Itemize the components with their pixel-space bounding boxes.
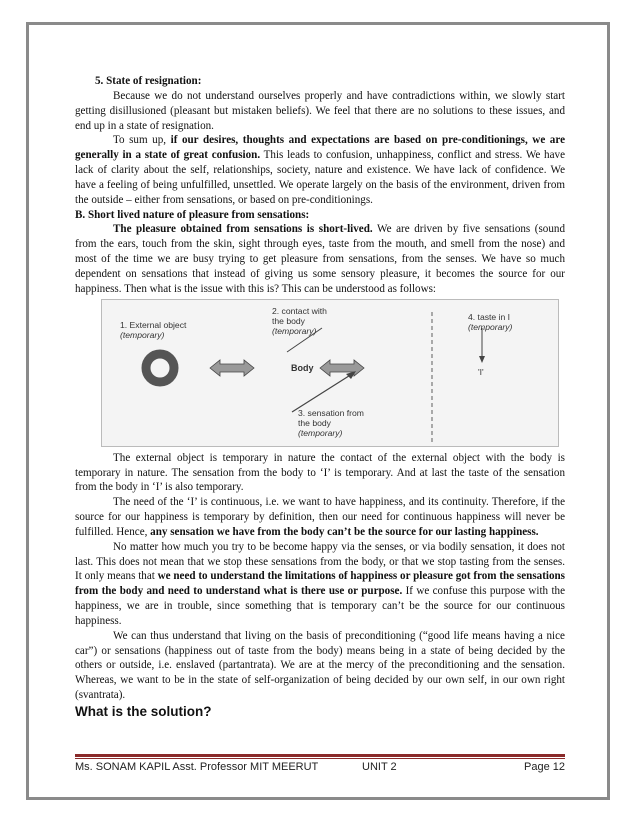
page-content	[75, 74, 565, 720]
section-5-paragraph: Because we do not understand ourselves properly and have contradictions within, we slowly start getting disillusioned (pleasant but mistaken beliefs). We feel that there are no solutions to these issues, and end up in a state of resignation.	[75, 89, 565, 132]
taste-label: 4. taste in I (temporary)	[468, 311, 513, 332]
sensation-arrow-line	[292, 374, 352, 412]
solution-heading: What is the solution?	[75, 704, 212, 719]
need-bold: any sensation we have from the body can’t be the source for our lasting happiness.	[150, 525, 539, 538]
section-b-heading: B. Short lived nature of pleasure from sensations:	[75, 208, 310, 221]
conclusion-paragraph: We can thus understand that living on the basis of preconditioning (“good life means having a nice car”) or sensations (happiness out of taste from the body) means being in a state of being decided by the others or outside, i.e. enslaved (partantrata). We are at the mercy of the preconditioning and the sensation. Whereas, we want to be in the state of self-organization of being decided by our own self, in our own right (svantrata).	[75, 629, 565, 702]
section-b-rest: We are driven by five sensations (sound from the ears, touch from the skin, sight through eyes, taste from the mouth, and smell from the nose) and most of the time we are busy trying to get pleasure from sensations, from the senses. We have so much dependent on sensations that instead of giving us some sensory pleasure, it becomes the source for our happiness. Then what is the issue with this is? This can be understood as follows:	[75, 223, 565, 295]
need-paragraph	[75, 495, 565, 540]
footer-rule-thick	[75, 754, 565, 757]
external-object-label: 1. External object (temporary)	[120, 319, 187, 340]
footer-rule-thin	[75, 758, 565, 759]
section-b-bold: The pleasure obtained from sensations is short-lived.	[113, 223, 373, 236]
i-label: 'I'	[478, 366, 484, 377]
summary-bold: if our desires, thoughts and expectations are based on pre-conditionings, we are generally in a state of great confusion.	[75, 134, 566, 162]
footer-unit: UNIT 2	[362, 761, 397, 773]
double-arrow-right	[320, 360, 364, 376]
section-5-heading: 5. State of resignation:	[95, 75, 202, 87]
no-matter-rest: If we confuse this purpose with the happiness, we are in trouble, since something that is temporary can’t be the source for our continuous happiness.	[75, 585, 565, 627]
sensation-label: 3. sensation from the body (temporary)	[298, 407, 364, 438]
section-b-paragraph	[75, 222, 565, 296]
no-matter-text: No matter how much you try to be become happy via the senses, or via bodily sensation, it does not last. This does not mean that we stop these sensations from the body, or that we stop tasting from the senses. It only means that	[75, 540, 565, 583]
taste-arrow-head	[479, 356, 485, 363]
summary-paragraph	[75, 133, 565, 207]
contact-label: 2. contact with the body (temporary)	[272, 305, 327, 336]
need-text: The need of the ‘I’ is continuous, i.e. we want to have happiness, and its continuity. Therefore, if the source for our happiness is temporary by definition, then our need for continuous happiness will never be fulfilled. Hence,	[75, 496, 565, 538]
page-footer	[75, 761, 565, 777]
external-object-paragraph: The external object is temporary in nature the contact of the external object with the body is temporary in nature. The sensation from the body to ‘I’ is temporary. And at last the taste of the sensation from the body in ‘I’ is also temporary.	[75, 451, 565, 494]
footer-page-number: Page 12	[524, 761, 565, 773]
summary-intro: To sum up,	[113, 134, 171, 147]
double-arrow-left	[210, 360, 254, 376]
summary-rest: This leads to confusion, unhappiness, conflict and stress. We have lack of clarity about the self, relationships, society, nature and existence. We have lack of confidence. We have a feeling of being unfulfilled, unsettled. We operate largely on the basis of the environment, driven from the outside – either from sensations, or based on pre-conditionings.	[75, 149, 565, 206]
sensation-diagram	[101, 299, 559, 447]
external-object-ring	[146, 354, 174, 382]
footer-author: Ms. SONAM KAPIL Asst. Professor MIT MEERUT	[75, 761, 319, 773]
no-matter-paragraph	[75, 540, 565, 629]
body-label: Body	[291, 362, 314, 373]
no-matter-bold: we need to understand the limitations of happiness or pleasure got from the sensations from the body and need to understand what is there use or purpose.	[75, 570, 565, 598]
